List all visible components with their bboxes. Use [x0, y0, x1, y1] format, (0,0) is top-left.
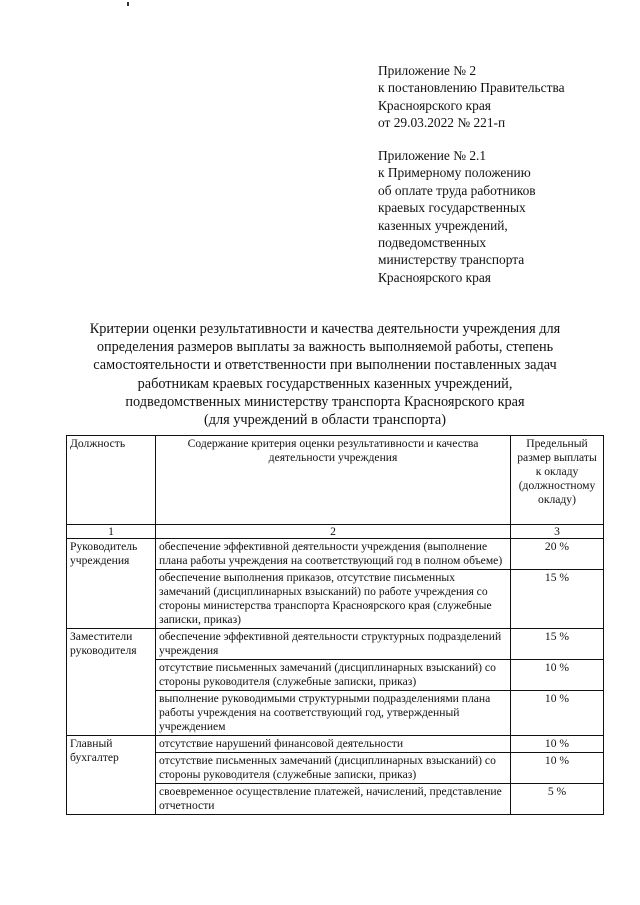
- percent-cell: 10 %: [511, 660, 604, 691]
- table-row: [67, 629, 604, 660]
- percent-cell: 10 %: [511, 691, 604, 736]
- criterion-cell: обеспечение выполнения приказов, отсутствие письменных замечаний (дисциплинарных взысканий) по работе учреждения со стороны министерства транспорта Красноярского края (служебные записки, приказ): [156, 570, 511, 629]
- criterion-cell: выполнение руководимыми структурными подразделениями плана работы учреждения на соответствующий год, утвержденный учреждением: [156, 691, 511, 736]
- appendix-2-1-line: об оплате труда работников: [378, 182, 536, 198]
- percent-cell: 5 %: [511, 784, 604, 815]
- appendix-2-block: [378, 62, 565, 132]
- table-row: [67, 539, 604, 570]
- appendix-2-line: от 29.03.2022 № 221-п: [378, 115, 506, 131]
- title-line: самостоятельности и ответственности при выполнении поставленных задач: [93, 357, 557, 374]
- header-criterion: Содержание критерия оценки результативности и качества деятельности учреждения: [156, 436, 511, 525]
- column-number-row: [67, 525, 604, 539]
- position-cell: Руководитель учреждения: [67, 539, 156, 629]
- title-line: (для учреждений в области транспорта): [203, 412, 447, 429]
- appendix-2-1-line: Красноярского края: [378, 269, 491, 285]
- appendix-2-1-line: казенных учреждений,: [378, 217, 508, 233]
- criterion-cell: обеспечение эффективной деятельности структурных подразделений учреждения: [156, 629, 511, 660]
- criterion-cell: отсутствие письменных замечаний (дисциплинарных взысканий) со стороны руководителя (служебные записки, приказ): [156, 753, 511, 784]
- table-header-row: [67, 436, 604, 525]
- title-line: подведомственных министерству транспорта Красноярского края: [125, 393, 525, 410]
- appendix-2-line: Красноярского края: [378, 97, 491, 113]
- criterion-cell: отсутствие нарушений финансовой деятельности: [156, 736, 511, 753]
- percent-cell: 10 %: [511, 736, 604, 753]
- appendix-2-line: Приложение № 2: [378, 63, 477, 78]
- appendix-2-1-line: к Примерному положению: [378, 165, 531, 181]
- title-line: определения размеров выплаты за важность выполняемой работы, степень: [96, 339, 554, 356]
- appendix-2-1-block: [378, 147, 536, 286]
- appendix-2-1-line: краевых государственных: [378, 200, 526, 216]
- percent-cell: 10 %: [511, 753, 604, 784]
- percent-cell: 20 %: [511, 539, 604, 570]
- criterion-cell: отсутствие письменных замечаний (дисциплинарных взысканий) со стороны руководителя (служебные записки, приказ): [156, 660, 511, 691]
- column-number: 3: [511, 525, 604, 539]
- criterion-cell: своевременное осуществление платежей, начислений, представление отчетности: [156, 784, 511, 815]
- criteria-table: [66, 435, 604, 815]
- header-position: Должность: [67, 436, 156, 525]
- position-cell: Заместители руководителя: [67, 629, 156, 736]
- column-number: 2: [156, 525, 511, 539]
- column-number: 1: [67, 525, 156, 539]
- table-row: [67, 736, 604, 753]
- appendix-2-1-line: Приложение № 2.1: [378, 148, 487, 163]
- appendix-2-line: к постановлению Правительства: [378, 80, 565, 96]
- percent-cell: 15 %: [511, 629, 604, 660]
- header-max-payment: Предельный размер выплаты к окладу (должностному окладу): [511, 436, 604, 525]
- appendix-2-1-line: министерству транспорта: [378, 252, 525, 268]
- criterion-cell: обеспечение эффективной деятельности учреждения (выполнение плана работы учреждения на соответствующий год в полном объеме): [156, 539, 511, 570]
- document-title: [60, 320, 590, 429]
- title-line: Критерии оценки результативности и качества деятельности учреждения для: [89, 321, 561, 337]
- percent-cell: 15 %: [511, 570, 604, 629]
- appendix-2-1-line: подведомственных: [378, 235, 487, 251]
- title-line: работникам краевых государственных казенных учреждений,: [137, 375, 513, 392]
- scan-mark: [127, 2, 129, 6]
- position-cell: Главный бухгалтер: [67, 736, 156, 815]
